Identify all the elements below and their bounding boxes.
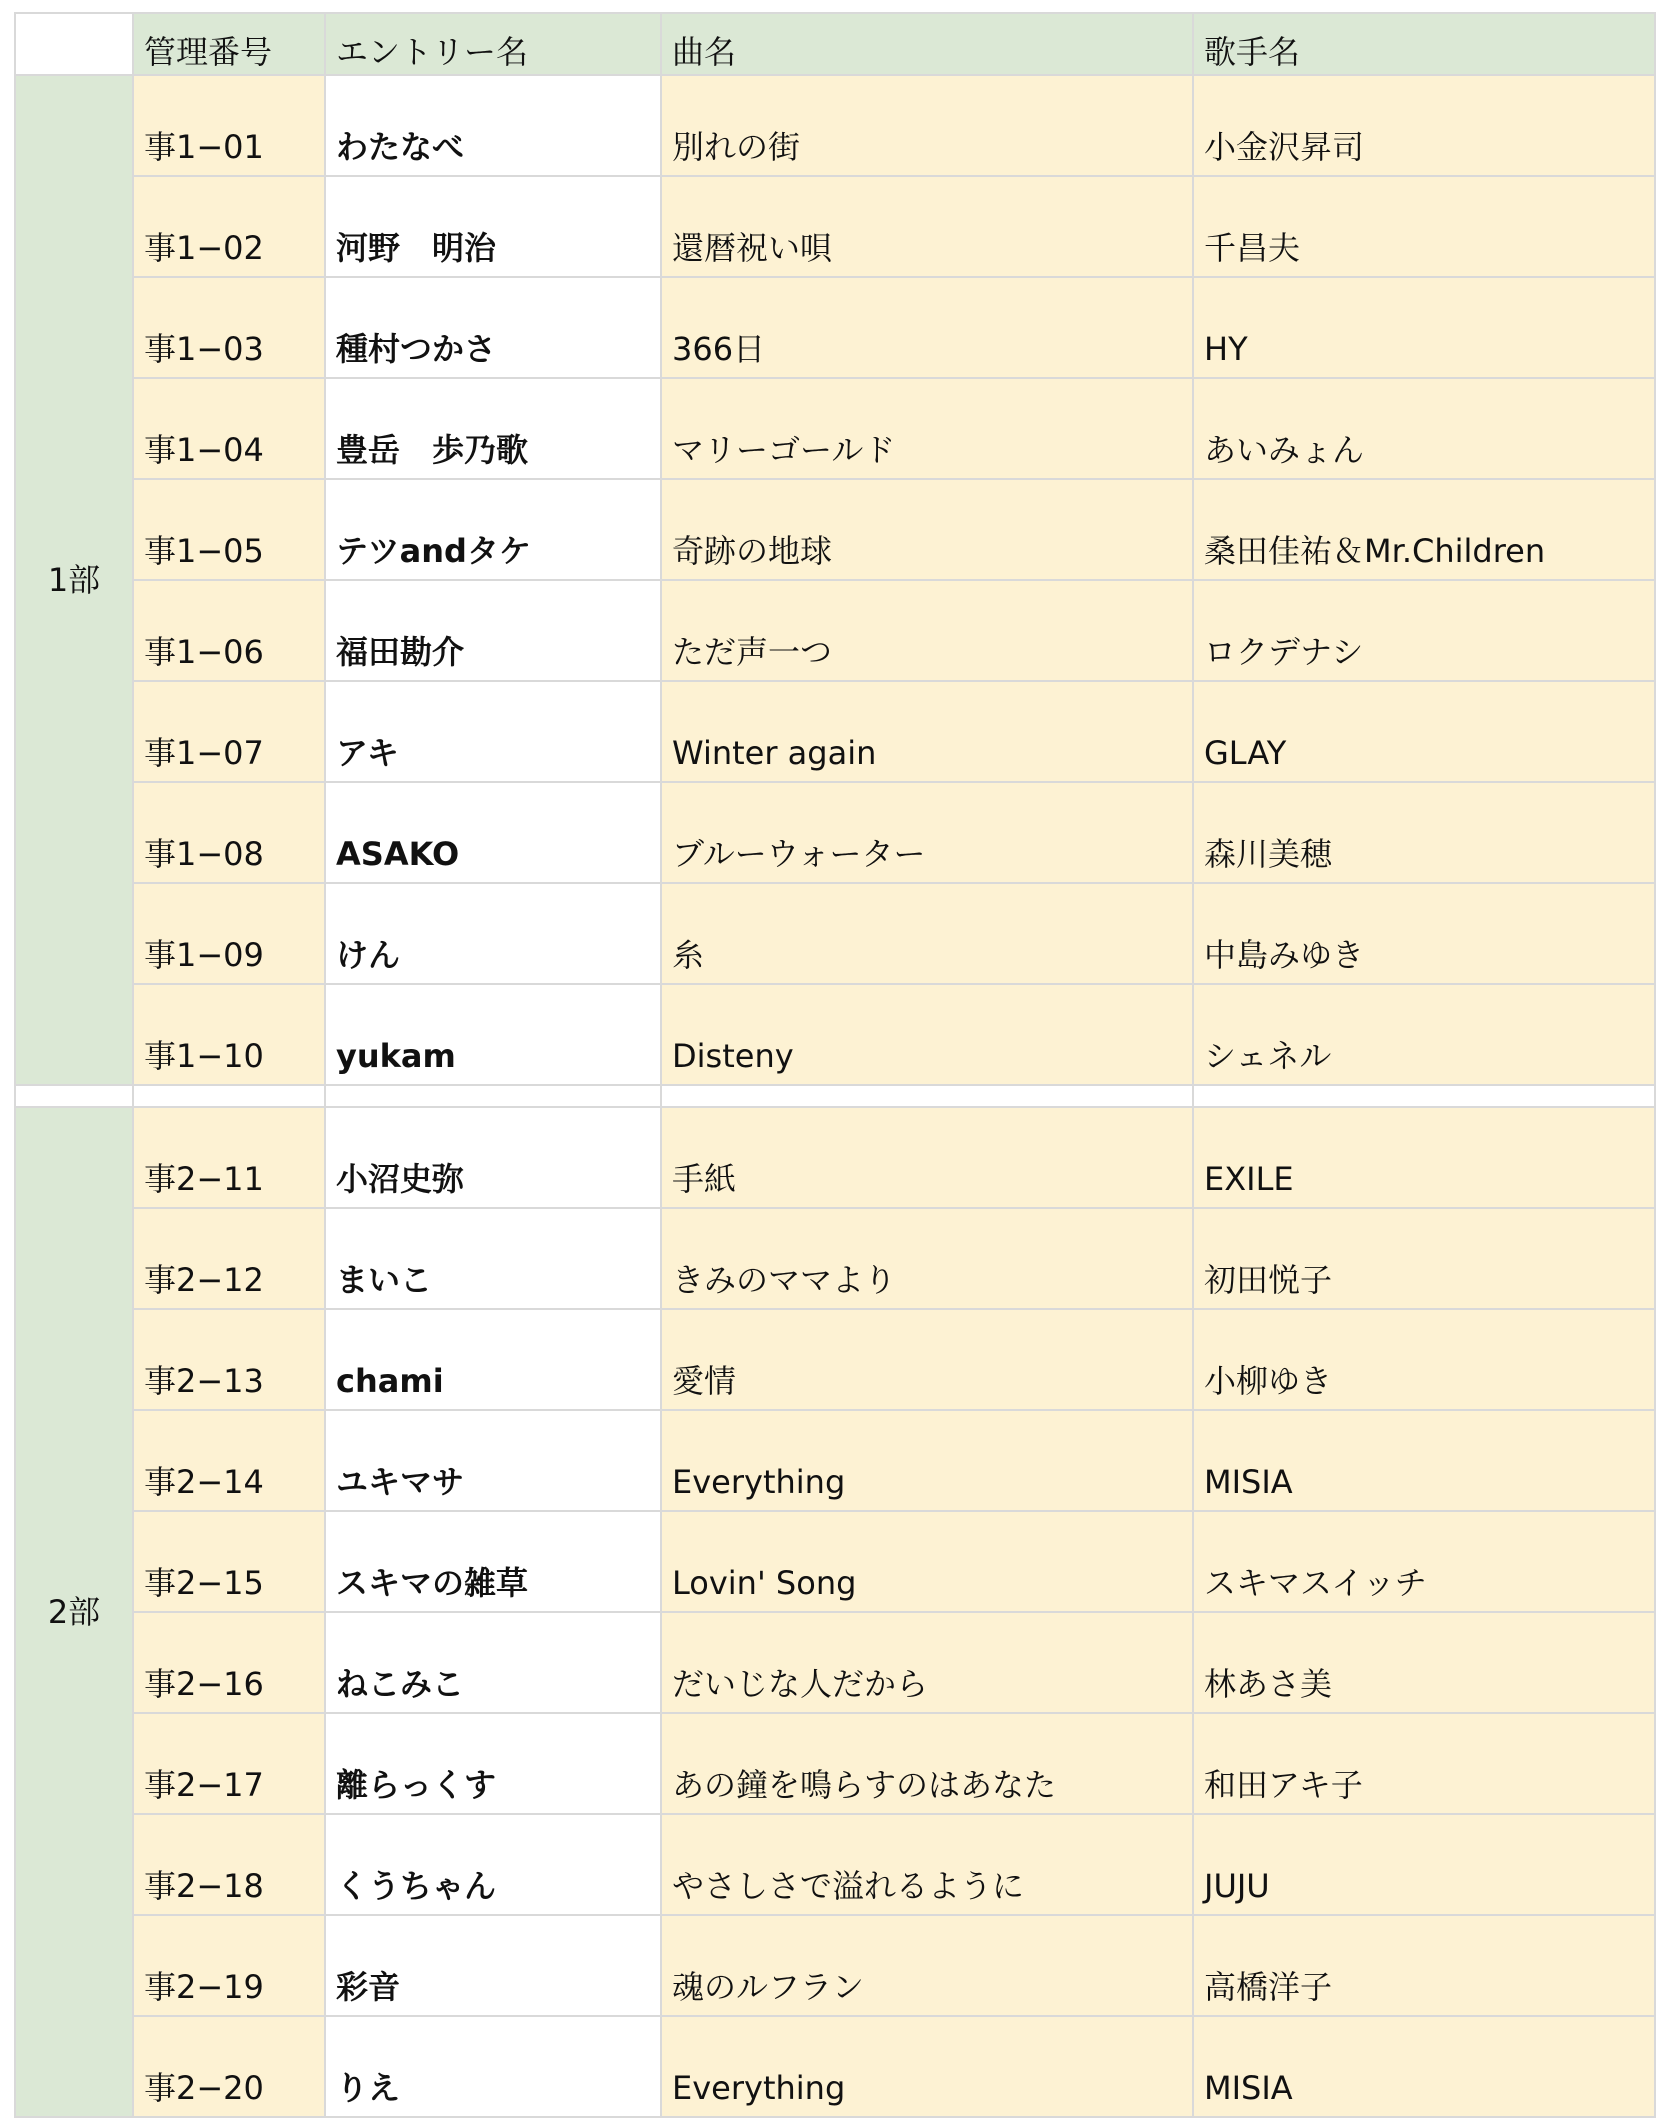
- singer-name-cell: JUJU: [1193, 1814, 1655, 1915]
- table-row: [15, 1814, 1655, 1915]
- singer-name-cell: 初田悦子: [1193, 1208, 1655, 1309]
- mgmt-number-cell: 事1−08: [133, 782, 325, 883]
- singer-name-cell: 林あさ美: [1193, 1612, 1655, 1713]
- song-title-cell: やさしさで溢れるように: [661, 1814, 1193, 1915]
- spacer-cell: [325, 1085, 661, 1107]
- mgmt-number-cell: 事1−06: [133, 580, 325, 681]
- song-title-cell: Everything: [661, 2016, 1193, 2117]
- table-row: [15, 1309, 1655, 1410]
- singer-name-cell: スキマスイッチ: [1193, 1511, 1655, 1612]
- header-corner-cell: [15, 13, 133, 75]
- mgmt-number-cell: 事2−20: [133, 2016, 325, 2117]
- mgmt-number-cell: 事2−17: [133, 1713, 325, 1814]
- table-row: [15, 378, 1655, 479]
- singer-name-cell: 高橋洋子: [1193, 1915, 1655, 2016]
- song-title-cell: ただ声一つ: [661, 580, 1193, 681]
- entry-name-cell: ねこみこ: [325, 1612, 661, 1713]
- table-row: [15, 1107, 1655, 1208]
- table-row: [15, 1208, 1655, 1309]
- entry-name-cell: くうちゃん: [325, 1814, 661, 1915]
- table-row: [15, 984, 1655, 1085]
- mgmt-number-cell: 事2−18: [133, 1814, 325, 1915]
- table-body: [15, 75, 1655, 2117]
- singer-name-cell: MISIA: [1193, 1410, 1655, 1511]
- table-row: [15, 681, 1655, 782]
- table-row: [15, 1511, 1655, 1612]
- singer-name-cell: 桑田佳祐＆Mr.Children: [1193, 479, 1655, 580]
- mgmt-number-cell: 事2−12: [133, 1208, 325, 1309]
- song-title-cell: Disteny: [661, 984, 1193, 1085]
- singer-name-cell: GLAY: [1193, 681, 1655, 782]
- entry-name-cell: 彩音: [325, 1915, 661, 2016]
- singer-name-cell: 小金沢昇司: [1193, 75, 1655, 176]
- song-title-cell: 魂のルフラン: [661, 1915, 1193, 2016]
- singer-name-cell: シェネル: [1193, 984, 1655, 1085]
- entry-name-cell: 福田勘介: [325, 580, 661, 681]
- song-title-cell: Lovin' Song: [661, 1511, 1193, 1612]
- entry-name-cell: ユキマサ: [325, 1410, 661, 1511]
- table-row: [15, 176, 1655, 277]
- header-singer-name: 歌手名: [1193, 13, 1655, 75]
- song-title-cell: 還暦祝い唄: [661, 176, 1193, 277]
- mgmt-number-cell: 事1−03: [133, 277, 325, 378]
- singer-name-cell: MISIA: [1193, 2016, 1655, 2117]
- entry-name-cell: 種村つかさ: [325, 277, 661, 378]
- entry-name-cell: わたなべ: [325, 75, 661, 176]
- table-row: [15, 782, 1655, 883]
- song-title-cell: Everything: [661, 1410, 1193, 1511]
- mgmt-number-cell: 事2−15: [133, 1511, 325, 1612]
- entry-name-cell: ASAKO: [325, 782, 661, 883]
- mgmt-number-cell: 事2−11: [133, 1107, 325, 1208]
- spacer-cell: [133, 1085, 325, 1107]
- header-song-title: 曲名: [661, 13, 1193, 75]
- song-title-cell: 糸: [661, 883, 1193, 984]
- singer-name-cell: 中島みゆき: [1193, 883, 1655, 984]
- table-row: [15, 883, 1655, 984]
- entry-name-cell: スキマの雑草: [325, 1511, 661, 1612]
- entry-name-cell: 離らっくす: [325, 1713, 661, 1814]
- song-title-cell: 奇跡の地球: [661, 479, 1193, 580]
- song-title-cell: 手紙: [661, 1107, 1193, 1208]
- part-label-cell: 2部: [15, 1107, 133, 2117]
- mgmt-number-cell: 事1−09: [133, 883, 325, 984]
- table-row: [15, 75, 1655, 176]
- entry-name-cell: 豊岳 歩乃歌: [325, 378, 661, 479]
- entry-name-cell: yukam: [325, 984, 661, 1085]
- header-entry-name: エントリー名: [325, 13, 661, 75]
- singer-name-cell: HY: [1193, 277, 1655, 378]
- song-title-cell: ブルーウォーター: [661, 782, 1193, 883]
- singer-name-cell: あいみょん: [1193, 378, 1655, 479]
- table-row: [15, 2016, 1655, 2117]
- song-title-cell: 愛情: [661, 1309, 1193, 1410]
- song-title-cell: 366日: [661, 277, 1193, 378]
- mgmt-number-cell: 事1−07: [133, 681, 325, 782]
- mgmt-number-cell: 事1−10: [133, 984, 325, 1085]
- singer-name-cell: 小柳ゆき: [1193, 1309, 1655, 1410]
- mgmt-number-cell: 事1−01: [133, 75, 325, 176]
- mgmt-number-cell: 事2−16: [133, 1612, 325, 1713]
- table-row: [15, 1713, 1655, 1814]
- spacer-cell: [661, 1085, 1193, 1107]
- mgmt-number-cell: 事2−13: [133, 1309, 325, 1410]
- song-title-cell: だいじな人だから: [661, 1612, 1193, 1713]
- table-row: [15, 1915, 1655, 2016]
- mgmt-number-cell: 事2−19: [133, 1915, 325, 2016]
- table-row: [15, 1410, 1655, 1511]
- mgmt-number-cell: 事1−02: [133, 176, 325, 277]
- entry-name-cell: テツandタケ: [325, 479, 661, 580]
- entry-name-cell: 河野 明治: [325, 176, 661, 277]
- song-title-cell: Winter again: [661, 681, 1193, 782]
- entry-name-cell: りえ: [325, 2016, 661, 2117]
- entry-name-cell: けん: [325, 883, 661, 984]
- table-row: [15, 580, 1655, 681]
- entry-table: [14, 12, 1656, 2118]
- singer-name-cell: 森川美穂: [1193, 782, 1655, 883]
- header-mgmt-number: 管理番号: [133, 13, 325, 75]
- mgmt-number-cell: 事1−04: [133, 378, 325, 479]
- singer-name-cell: 和田アキ子: [1193, 1713, 1655, 1814]
- song-title-cell: 別れの街: [661, 75, 1193, 176]
- part-label-cell: 1部: [15, 75, 133, 1085]
- entry-name-cell: まいこ: [325, 1208, 661, 1309]
- mgmt-number-cell: 事1−05: [133, 479, 325, 580]
- song-title-cell: マリーゴールド: [661, 378, 1193, 479]
- song-title-cell: あの鐘を鳴らすのはあなた: [661, 1713, 1193, 1814]
- song-title-cell: きみのママより: [661, 1208, 1193, 1309]
- header-row: [15, 13, 1655, 75]
- entry-name-cell: 小沼史弥: [325, 1107, 661, 1208]
- singer-name-cell: EXILE: [1193, 1107, 1655, 1208]
- entry-name-cell: アキ: [325, 681, 661, 782]
- mgmt-number-cell: 事2−14: [133, 1410, 325, 1511]
- singer-name-cell: 千昌夫: [1193, 176, 1655, 277]
- entry-name-cell: chami: [325, 1309, 661, 1410]
- table-row: [15, 1612, 1655, 1713]
- table-row: [15, 277, 1655, 378]
- singer-name-cell: ロクデナシ: [1193, 580, 1655, 681]
- table-row: [15, 479, 1655, 580]
- spacer-cell: [1193, 1085, 1655, 1107]
- spacer-row: [15, 1085, 1655, 1107]
- spacer-cell: [15, 1085, 133, 1107]
